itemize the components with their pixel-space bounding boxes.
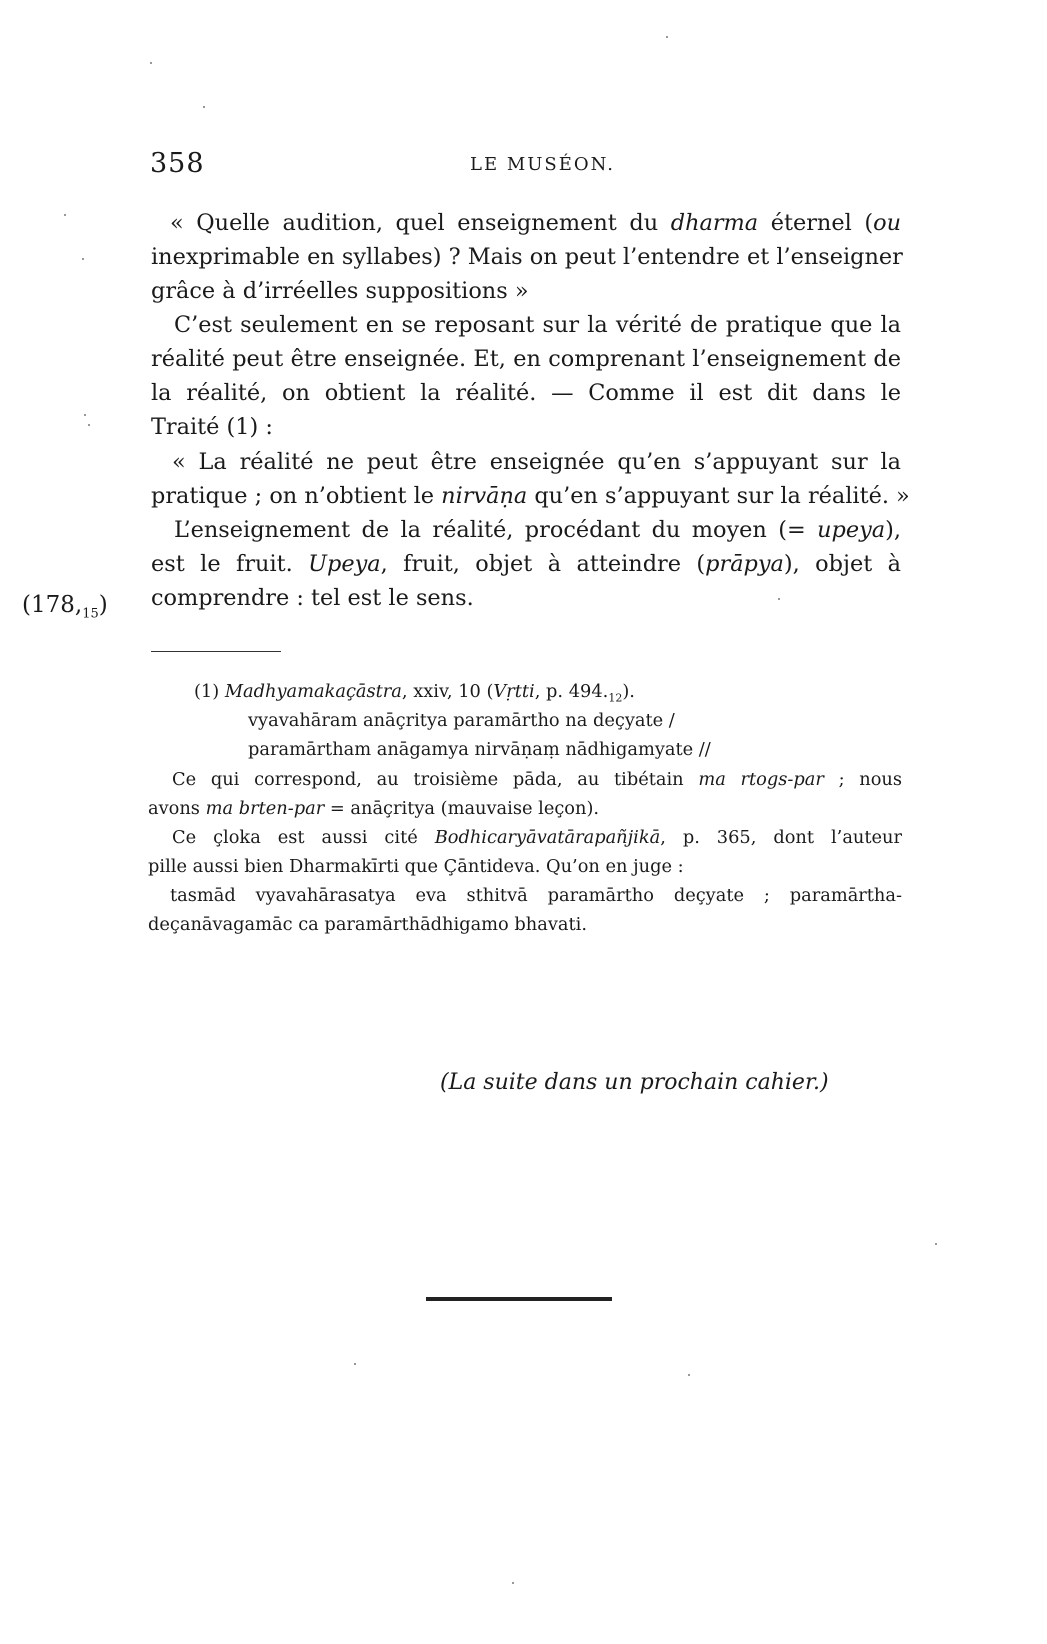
- quote-line: pratique ; on n’obtient le nirvāṇa qu’en s’appuyant sur la réalité. »: [151, 483, 910, 509]
- margin-reference: $(178,_{15})$: [22, 592, 108, 622]
- footnote-line: avons ma brten-par = anāçritya (mauvaise leçon).: [148, 798, 600, 819]
- footnote-line: (1) Madhyamakaçāstra, xxiv, 10 (Vṛtti, p. $494._{12}$).: [194, 681, 635, 705]
- scan-speck: [512, 1582, 514, 1584]
- paragraph-line: C’est seulement en se reposant sur la vérité de pratique que la: [174, 312, 901, 338]
- scan-speck: [688, 1374, 690, 1376]
- footnote-verse: paramārtham anāgamya nirvāṇaṃ nādhigamyate //: [248, 739, 711, 760]
- scan-speck: [778, 598, 780, 600]
- footnote-line: Ce qui correspond, au troisième pāda, au tibétain ma rtogs-par ; nous: [172, 769, 903, 790]
- paragraph-line: la réalité, on obtient la réalité. — Comme il est dit dans le: [151, 380, 901, 406]
- paragraph-line: comprendre : tel est le sens.: [151, 585, 474, 611]
- scan-speck: [88, 424, 90, 426]
- scan-speck: [666, 36, 668, 38]
- paragraph-line: L’enseignement de la réalité, procédant du moyen (= upeya),: [174, 517, 901, 543]
- scan-speck: [203, 106, 205, 108]
- footnote-line: deçanāvagamāc ca paramārthādhigamo bhavati.: [148, 914, 587, 935]
- continuation-note: (La suite dans un prochain cahier.): [440, 1070, 829, 1095]
- scan-speck: [82, 258, 84, 260]
- paragraph-line: « Quelle audition, quel enseignement du dharma éternel (ou: [170, 210, 901, 236]
- paragraph-line: grâce à d’irréelles suppositions »: [151, 278, 529, 304]
- footnote-line: tasmād vyavahārasatya eva sthitvā paramārtho deçyate ; paramārtha-: [170, 885, 902, 906]
- scan-speck: [150, 62, 152, 64]
- quote-line: « La réalité ne peut être enseignée qu’en s’appuyant sur la: [172, 449, 901, 475]
- page-number: 358: [150, 148, 205, 179]
- scan-speck: [84, 414, 86, 416]
- footnote-line: Ce çloka est aussi cité Bodhicaryāvatārapañjikā, p. 365, dont l’auteur: [172, 827, 902, 848]
- running-title: LE MUSÉON.: [470, 154, 615, 175]
- scan-speck: [354, 1363, 356, 1365]
- footnote-verse: vyavahāram anāçritya paramārtho na deçyate /: [248, 710, 675, 731]
- paragraph-line: inexprimable en syllabes) ? Mais on peut l’entendre et l’enseigner: [151, 244, 903, 270]
- footnote-separator: [151, 651, 281, 652]
- paragraph-line: est le fruit. Upeya, fruit, objet à atteindre (prāpya), objet à: [151, 551, 901, 577]
- footnote-line: pille aussi bien Dharmakīrti que Çāntideva. Qu’on en juge :: [148, 856, 684, 877]
- end-rule: [426, 1297, 612, 1301]
- paragraph-line: Traité (1) :: [151, 414, 273, 440]
- paragraph-line: réalité peut être enseignée. Et, en comprenant l’enseignement de: [151, 346, 901, 372]
- scan-speck: [935, 1243, 937, 1245]
- scan-speck: [64, 214, 66, 216]
